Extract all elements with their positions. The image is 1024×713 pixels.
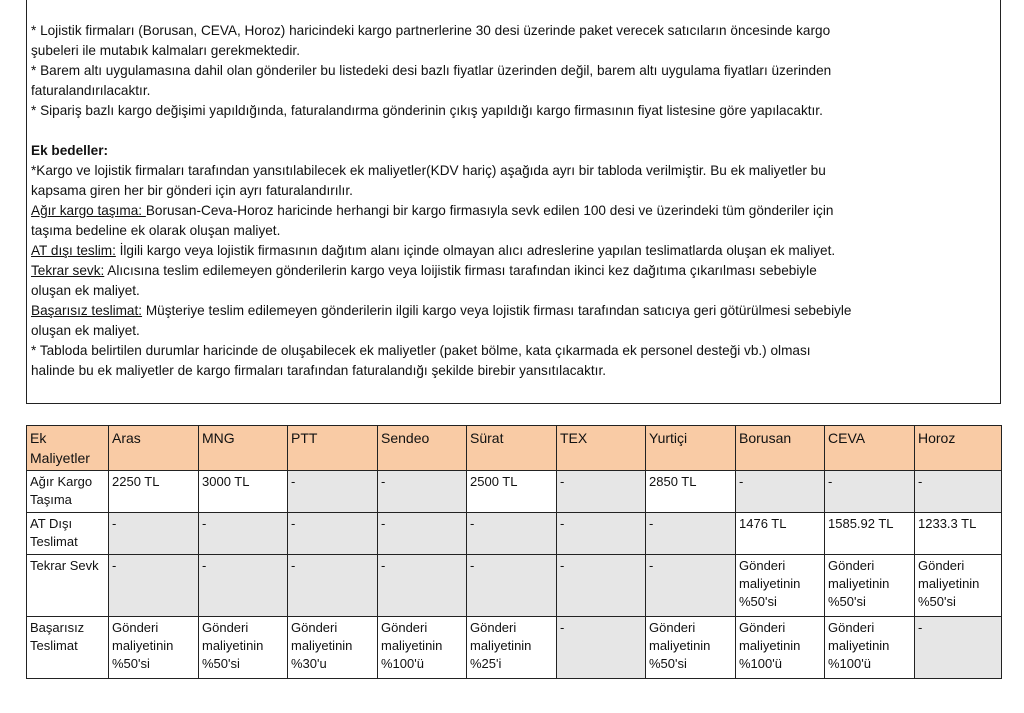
table-cell: Gönderi maliyetinin %100'ü: [378, 617, 467, 679]
table-cell: -: [557, 513, 646, 555]
table-cell: -: [646, 513, 736, 555]
table-cell: -: [288, 471, 378, 513]
table-cell: -: [557, 471, 646, 513]
row-label: Tekrar Sevk: [27, 555, 109, 617]
table-cell: -: [288, 555, 378, 617]
table-cell: -: [199, 513, 288, 555]
header-cell: Ek Maliyetler: [27, 426, 109, 471]
table-cell: -: [109, 513, 199, 555]
note-line: * Lojistik firmaları (Borusan, CEVA, Horoz) haricindeki kargo partnerlerine 30 desi üzerinde paket verecek satıcıların öncesinde kargo: [31, 23, 831, 38]
note-line: taşıma bedeline ek olarak oluşan maliyet.: [31, 223, 281, 238]
definition-text: Alıcısına teslim edilemeyen gönderilerin kargo veya loijistik firması tarafından ikinci kez dağıtıma çıkarılması sebebiyle: [104, 263, 817, 278]
definition-at-disi: [31, 241, 991, 261]
table-cell: 3000 TL: [199, 471, 288, 513]
table-cell: -: [378, 555, 467, 617]
table-header-row: [27, 426, 1002, 471]
header-cell: Horoz: [915, 426, 1002, 471]
table-row: [27, 555, 1002, 617]
table-cell: 2850 TL: [646, 471, 736, 513]
term-agir-kargo: Ağır kargo taşıma:: [31, 203, 146, 218]
table-cell: -: [288, 513, 378, 555]
table-cell: -: [915, 471, 1002, 513]
table-cell: -: [646, 555, 736, 617]
table-cell: -: [199, 555, 288, 617]
table-cell: Gönderi maliyetinin %50'si: [109, 617, 199, 679]
row-label: Başarısız Teslimat: [27, 617, 109, 679]
note-line: faturalandırılacaktır.: [31, 83, 151, 98]
header-cell: PTT: [288, 426, 378, 471]
table-cell: Gönderi maliyetinin %25'i: [467, 617, 557, 679]
note-line: kapsama giren her bir gönderi için ayrı faturalandırılır.: [31, 183, 353, 198]
table-cell: Gönderi maliyetinin %30'u: [288, 617, 378, 679]
table-cell: -: [825, 471, 915, 513]
note-line: halinde bu ek maliyetler de kargo firmaları tarafından faturalandığı şekilde birebir yansıtılacaktır.: [31, 363, 607, 378]
table-cell: 1233.3 TL: [915, 513, 1002, 555]
term-basarisiz: Başarısız teslimat:: [31, 303, 143, 318]
table-cell: Gönderi maliyetinin %50'si: [825, 555, 915, 617]
note-line: şubeleri ile mutabık kalmaları gerekmektedir.: [31, 43, 300, 58]
definition-text: Borusan-Ceva-Horoz haricinde herhangi bir kargo firmasıyla sevk edilen 100 desi ve üzerindeki tüm gönderiler için: [145, 203, 834, 218]
definition-tekrar-sevk: [31, 261, 991, 281]
term-at-disi: AT dışı teslim:: [31, 243, 116, 258]
header-cell: Aras: [109, 426, 199, 471]
ek-bedeller-heading: Ek bedeller:: [31, 143, 109, 158]
table-cell: 2500 TL: [467, 471, 557, 513]
table-cell: Gönderi maliyetinin %100'ü: [736, 617, 825, 679]
table-cell: Gönderi maliyetinin %50'si: [736, 555, 825, 617]
table-cell: -: [915, 617, 1002, 679]
spacer: [31, 121, 991, 141]
header-cell: TEX: [557, 426, 646, 471]
table-row: [27, 471, 1002, 513]
table-cell: -: [736, 471, 825, 513]
header-cell: Yurtiçi: [646, 426, 736, 471]
definition-text: Müşteriye teslim edilemeyen gönderilerin ilgili kargo veya lojistik firması tarafından satıcıya geri götürülmesi sebebiyle: [142, 303, 852, 318]
table-cell: -: [467, 555, 557, 617]
note-line: * Barem altı uygulamasına dahil olan gönderiler bu listedeki desi bazlı fiyatlar üzerinden değil, barem altı uygulama fiyatları üzerinden: [31, 63, 832, 78]
header-cell: Sendeo: [378, 426, 467, 471]
table-cell: 1585.92 TL: [825, 513, 915, 555]
row-label: AT Dışı Teslimat: [27, 513, 109, 555]
header-cell: MNG: [199, 426, 288, 471]
table-cell: -: [109, 555, 199, 617]
row-label: Ağır Kargo Taşıma: [27, 471, 109, 513]
definition-agir-kargo: [31, 201, 991, 221]
note-line: oluşan ek maliyet.: [31, 323, 140, 338]
table-cell: Gönderi maliyetinin %50'si: [646, 617, 736, 679]
table-cell: 2250 TL: [109, 471, 199, 513]
note-line: oluşan ek maliyet.: [31, 283, 140, 298]
header-cell: Sürat: [467, 426, 557, 471]
extra-costs-table: [26, 425, 1002, 679]
note-line: * Tabloda belirtilen durumlar haricinde de oluşabilecek ek maliyetler (paket bölme, kata çıkarmada ek personel desteği vb.) olması: [31, 343, 811, 358]
table-cell: -: [378, 513, 467, 555]
table-cell: Gönderi maliyetinin %100'ü: [825, 617, 915, 679]
notes-box: [26, 0, 1001, 404]
header-cell: CEVA: [825, 426, 915, 471]
table-cell: -: [467, 513, 557, 555]
term-tekrar-sevk: Tekrar sevk:: [31, 263, 105, 278]
table-cell: -: [378, 471, 467, 513]
note-line: * Sipariş bazlı kargo değişimi yapıldığında, faturalandırma gönderinin çıkış yapıldığı kargo firmasının fiyat listesine göre yapılacaktır.: [31, 103, 823, 118]
table-cell: Gönderi maliyetinin %50'si: [915, 555, 1002, 617]
notes-text: [31, 21, 991, 381]
table-cell: Gönderi maliyetinin %50'si: [199, 617, 288, 679]
table-cell: -: [557, 555, 646, 617]
header-cell: Borusan: [736, 426, 825, 471]
note-line: *Kargo ve lojistik firmaları tarafından yansıtılabilecek ek maliyetler(KDV hariç) aşağıda ayrı bir tabloda verilmiştir. Bu ek maliyetler bu: [31, 163, 826, 178]
table-cell: 1476 TL: [736, 513, 825, 555]
table-cell: -: [557, 617, 646, 679]
definition-text: İlgili kargo veya lojistik firmasının dağıtım alanı içinde olmayan alıcı adreslerine yapılan teslimatlarda oluşan ek maliyet.: [115, 243, 836, 258]
definition-basarisiz: [31, 301, 991, 321]
table-row: [27, 617, 1002, 679]
table-row: [27, 513, 1002, 555]
